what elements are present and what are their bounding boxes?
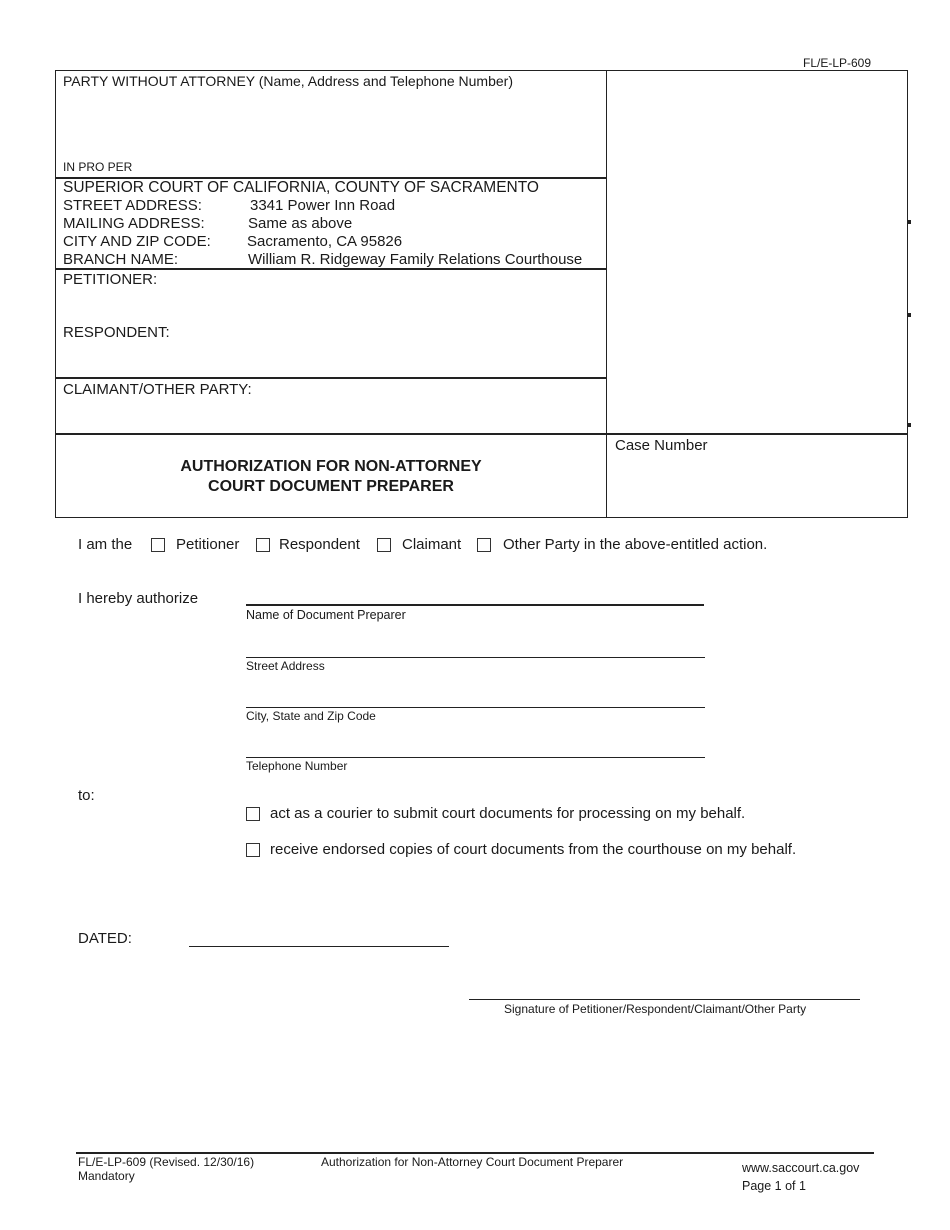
edge-mark <box>907 423 911 427</box>
branch-name-value: William R. Ridgeway Family Relations Courthouse <box>248 251 583 268</box>
footer-form-title: Authorization for Non-Attorney Court Document Preparer <box>321 1155 624 1169</box>
footer-form-revision: FL/E-LP-609 (Revised. 12/30/16) <box>78 1155 255 1169</box>
telephone-line[interactable] <box>246 757 705 758</box>
dated-label: DATED: <box>78 930 132 947</box>
authorize-label: I hereby authorize <box>78 590 199 607</box>
respondent-label: RESPONDENT: <box>63 324 170 341</box>
receive-copies-checkbox[interactable] <box>246 843 260 857</box>
other-party-checkbox[interactable] <box>477 538 491 552</box>
other-party-option-label: Other Party in the above-entitled action. <box>503 536 768 553</box>
divider-title <box>56 433 908 435</box>
edge-mark <box>907 220 911 224</box>
in-pro-per-label: IN PRO PER <box>63 160 133 174</box>
mailing-address-label: MAILING ADDRESS: <box>63 215 205 232</box>
telephone-caption: Telephone Number <box>246 759 348 773</box>
case-number-field[interactable] <box>607 456 907 516</box>
city-state-zip-line[interactable] <box>246 707 705 708</box>
court-name: SUPERIOR COURT OF CALIFORNIA, COUNTY OF SACRAMENTO <box>63 179 539 196</box>
footer-page-number: Page 1 of 1 <box>742 1179 806 1193</box>
claimant-checkbox[interactable] <box>377 538 391 552</box>
city-zip-label: CITY AND ZIP CODE: <box>63 233 211 250</box>
case-number-label: Case Number <box>615 437 708 454</box>
street-address-value: 3341 Power Inn Road <box>250 197 396 214</box>
signature-line[interactable] <box>469 999 860 1000</box>
footer-rule <box>76 1152 874 1154</box>
party-without-attorney-label: PARTY WITHOUT ATTORNEY (Name, Address and Telephone Number) <box>63 73 513 89</box>
city-state-zip-caption: City, State and Zip Code <box>246 709 376 723</box>
preparer-name-caption: Name of Document Preparer <box>246 608 406 622</box>
header-bottom-border <box>55 517 908 518</box>
courier-option-label: act as a courier to submit court documents for processing on my behalf. <box>270 805 746 822</box>
edge-mark <box>907 313 911 317</box>
date-line[interactable] <box>189 946 449 947</box>
respondent-option-label: Respondent <box>279 536 360 553</box>
petitioner-checkbox[interactable] <box>151 538 165 552</box>
petitioner-label: PETITIONER: <box>63 271 158 288</box>
claimant-option-label: Claimant <box>402 536 462 553</box>
branch-name-label: BRANCH NAME: <box>63 251 179 268</box>
form-title-line-1: AUTHORIZATION FOR NON-ATTORNEY <box>180 458 482 475</box>
street-address-caption: Street Address <box>246 659 325 673</box>
header-right-border <box>907 70 908 518</box>
petitioner-option-label: Petitioner <box>176 536 240 553</box>
party-info-field[interactable] <box>56 88 605 160</box>
form-id: FL/E-LP-609 <box>803 56 872 70</box>
preparer-name-line[interactable] <box>246 604 704 606</box>
street-address-line[interactable] <box>246 657 705 658</box>
i-am-the-label: I am the <box>78 536 133 553</box>
respondent-checkbox[interactable] <box>256 538 270 552</box>
divider-claimant <box>56 377 607 379</box>
receive-copies-option-label: receive endorsed copies of court documents from the courthouse on my behalf. <box>270 841 797 858</box>
claimant-label: CLAIMANT/OTHER PARTY: <box>63 381 252 398</box>
courier-checkbox[interactable] <box>246 807 260 821</box>
footer-mandatory: Mandatory <box>78 1169 135 1183</box>
form-title-line-2: COURT DOCUMENT PREPARER <box>208 478 454 495</box>
mailing-address-value: Same as above <box>248 215 353 232</box>
signature-caption: Signature of Petitioner/Respondent/Claimant/Other Party <box>504 1002 807 1016</box>
city-zip-value: Sacramento, CA 95826 <box>247 233 403 250</box>
street-address-label: STREET ADDRESS: <box>63 197 202 214</box>
court-use-box <box>607 71 907 433</box>
footer-website[interactable]: www.saccourt.ca.gov <box>742 1161 860 1175</box>
to-label: to: <box>78 787 95 804</box>
